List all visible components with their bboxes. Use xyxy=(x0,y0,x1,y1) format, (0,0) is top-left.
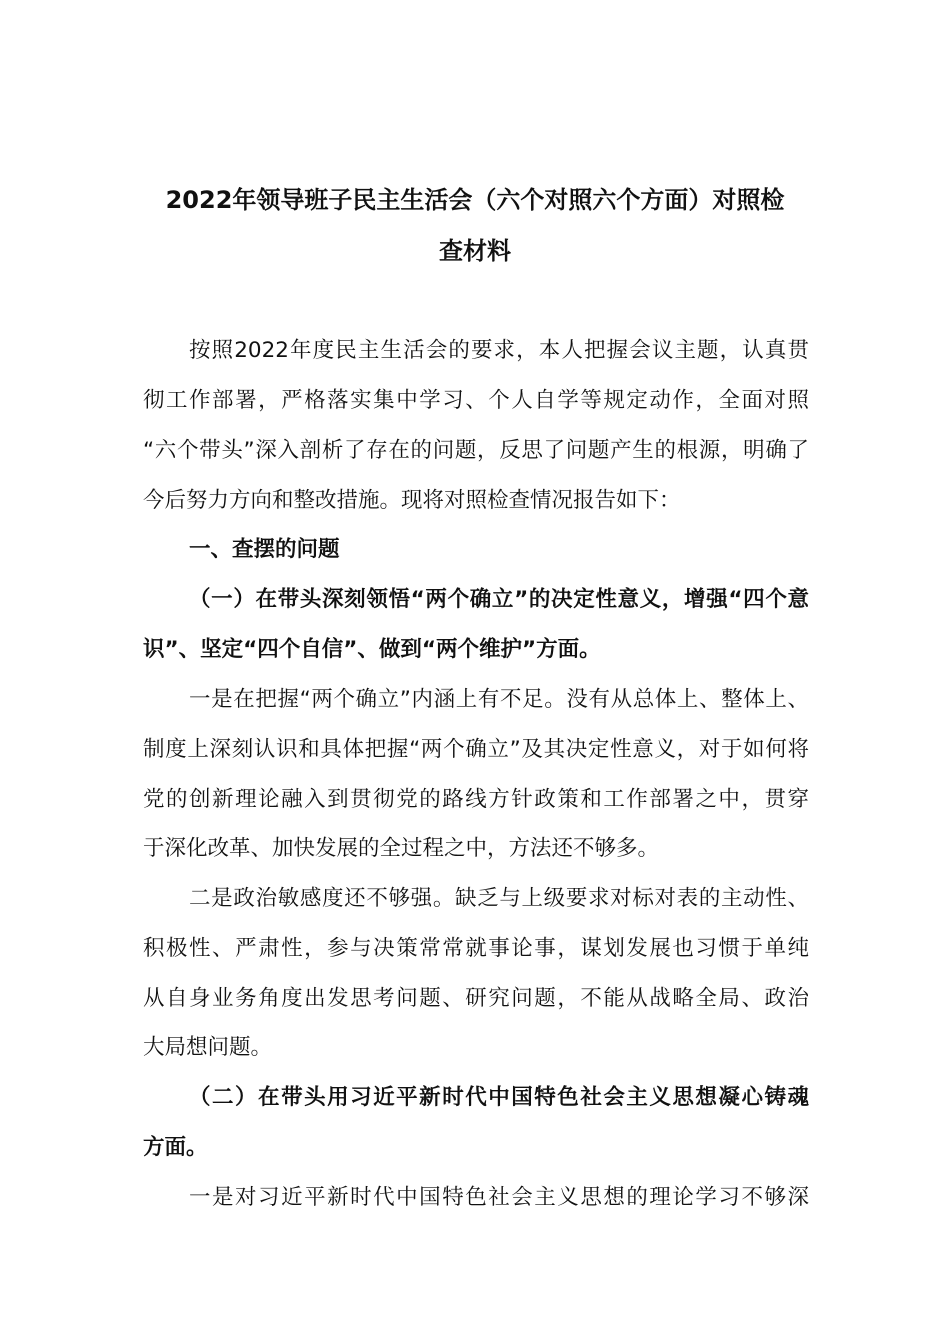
paragraph-point-1-2: 二是政治敏感度还不够强。缺乏与上级要求对标对表的主动性、 xyxy=(189,886,809,911)
intro-paragraph-line: “六个带头”深入剖析了存在的问题，反思了问题产生的根源，明确了 xyxy=(143,438,809,463)
subsection-heading-2: 方面。 xyxy=(143,1135,208,1160)
subsection-heading-2: （二）在带头用习近平新时代中国特色社会主义思想凝心铸魂 xyxy=(189,1085,809,1110)
intro-paragraph-line: 彻工作部署，严格落实集中学习、个人自学等规定动作，全面对照 xyxy=(143,388,809,413)
intro-paragraph-line: 按照2022年度民主生活会的要求，本人把握会议主题，认真贯 xyxy=(189,338,809,363)
paragraph-point-1-2: 积极性、严肃性，参与决策常常就事论事，谋划发展也习惯于单纯 xyxy=(143,936,809,961)
intro-paragraph-line: 今后努力方向和整改措施。现将对照检查情况报告如下： xyxy=(143,488,681,513)
paragraph-point-1-2: 大局想问题。 xyxy=(143,1035,273,1060)
document-title-line-2: 查材料 xyxy=(439,237,511,265)
paragraph-point-2-1: 一是对习近平新时代中国特色社会主义思想的理论学习不够深 xyxy=(189,1185,809,1210)
paragraph-point-1-2: 从自身业务角度出发思考问题、研究问题，不能从战略全局、政治 xyxy=(143,986,809,1011)
document-title-line-1: 2022年领导班子民主生活会（六个对照六个方面）对照检 xyxy=(165,186,785,214)
subsection-heading-1: （一）在带头深刻领悟“两个确立”的决定性意义，增强“四个意 xyxy=(189,587,809,612)
section-heading-problems: 一、查摆的问题 xyxy=(189,537,340,562)
paragraph-point-1-1: 于深化改革、加快发展的全过程之中，方法还不够多。 xyxy=(143,836,660,861)
paragraph-point-1-1: 党的创新理论融入到贯彻党的路线方针政策和工作部署之中，贯穿 xyxy=(143,787,809,812)
subsection-heading-1: 识”、坚定“四个自信”、做到“两个维护”方面。 xyxy=(143,637,601,662)
paragraph-point-1-1: 制度上深刻认识和具体把握“两个确立”及其决定性意义，对于如何将 xyxy=(143,737,809,762)
paragraph-point-1-1: 一是在把握“两个确立”内涵上有不足。没有从总体上、整体上、 xyxy=(189,687,809,712)
